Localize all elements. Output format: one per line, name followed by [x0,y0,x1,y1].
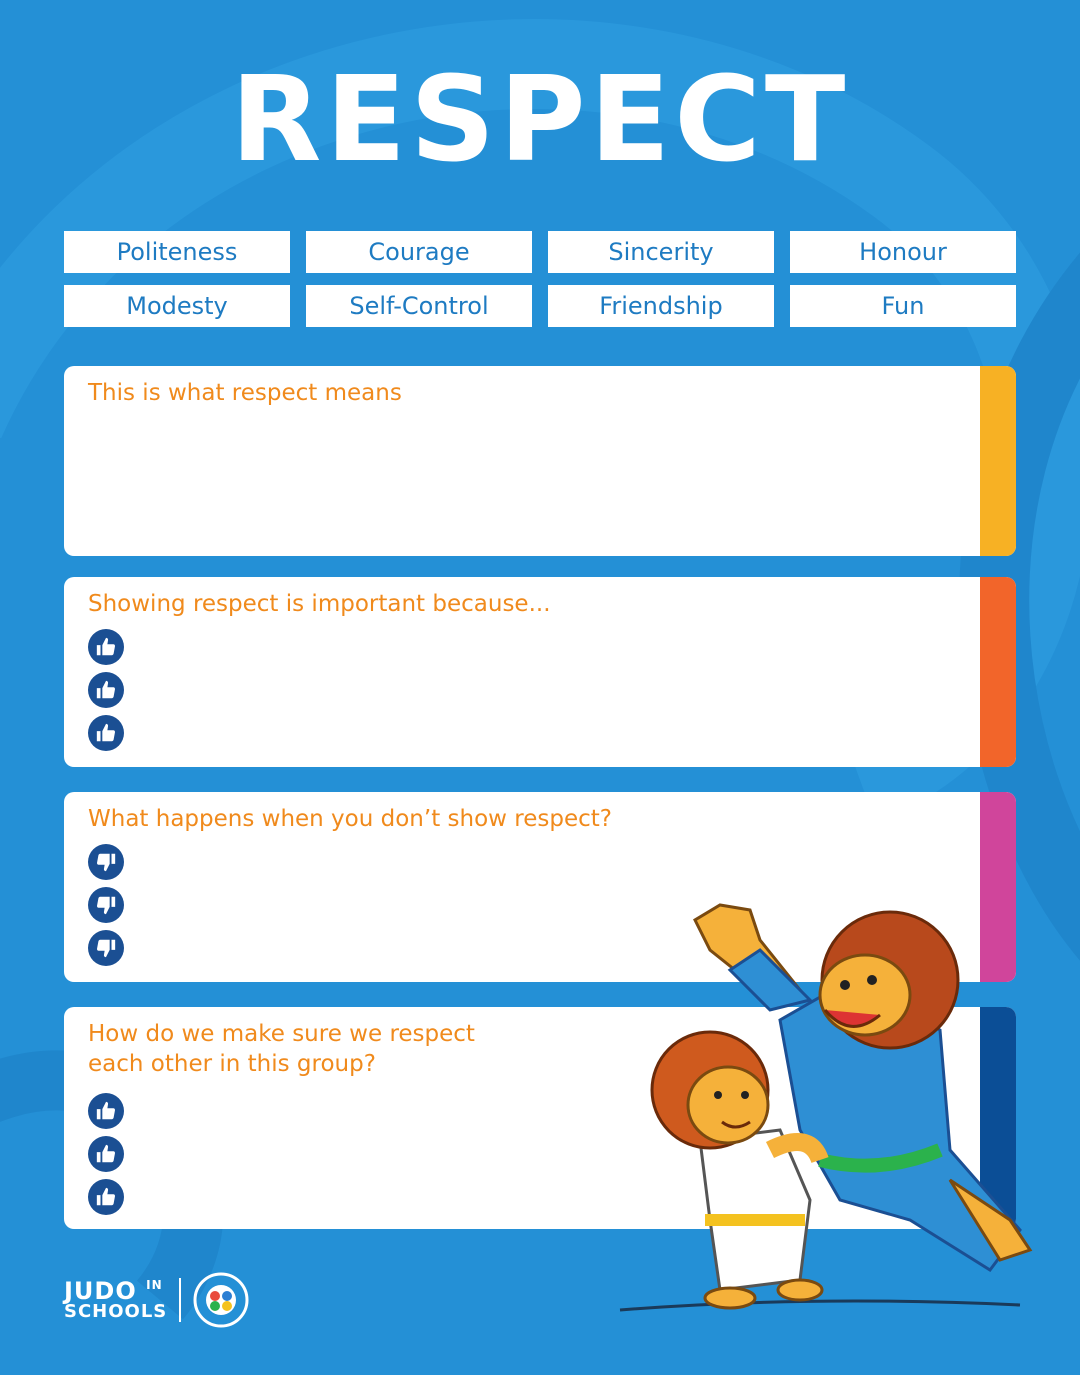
value-friendship: Friendship [548,285,774,327]
page-title: RESPECT [230,50,850,188]
lion-judo-mascot-illustration [610,900,1040,1330]
thumbs-up-icon [88,629,124,665]
footer-logos [64,1272,249,1328]
thumbs-down-icon [88,844,124,880]
judo-values-grid [64,231,1016,327]
value-honour: Honour [790,231,1016,273]
value-courage: Courage [306,231,532,273]
answer-bullets [88,1093,124,1222]
card-question: Showing respect is important because... [88,591,551,617]
logo-judo-text: JUDO [64,1277,137,1305]
ijf-seal-icon [193,1272,249,1328]
thumbs-up-icon [88,715,124,751]
thumbs-up-icon [88,1136,124,1172]
value-fun: Fun [790,285,1016,327]
thumbs-up-icon [88,672,124,708]
value-sincerity: Sincerity [548,231,774,273]
judo-in-schools-logo [64,1279,167,1321]
value-modesty: Modesty [64,285,290,327]
logo-divider [179,1278,181,1322]
value-politeness: Politeness [64,231,290,273]
card-question: This is what respect means [88,380,402,406]
card-important-because[interactable] [64,577,1016,767]
card-respect-means[interactable] [64,366,1016,556]
thumbs-up-icon [88,1093,124,1129]
accent-stripe [980,577,1016,767]
thumbs-up-icon [88,1179,124,1215]
thumbs-down-icon [88,930,124,966]
card-question: How do we make sure we respect each other in this group? [88,1021,475,1077]
answer-bullets [88,844,124,973]
thumbs-down-icon [88,887,124,923]
logo-in-text: IN [146,1278,163,1292]
accent-stripe [980,366,1016,556]
logo-schools-text: SCHOOLS [64,1301,168,1322]
answer-bullets [88,629,124,758]
value-self-control: Self-Control [306,285,532,327]
card-question: What happens when you don’t show respect? [88,806,612,832]
